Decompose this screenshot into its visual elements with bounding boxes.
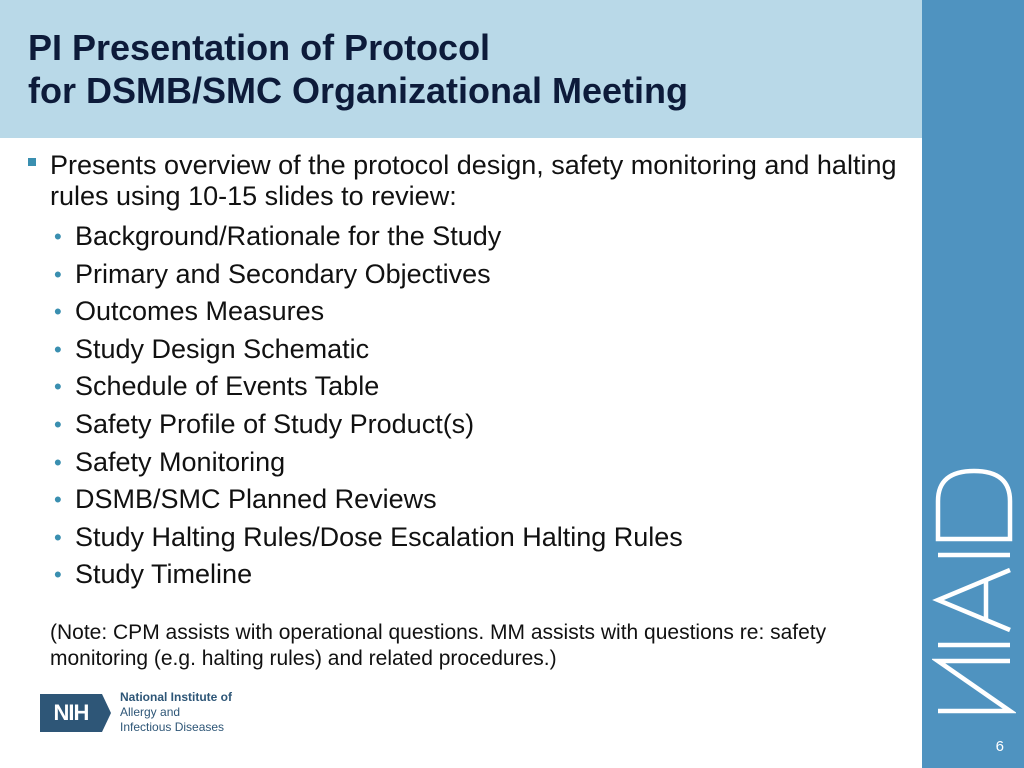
nih-line-1: National Institute of <box>120 690 232 704</box>
niaid-logo <box>932 465 1016 715</box>
dot-bullet-icon: • <box>54 449 62 475</box>
sub-bullet-item: • Background/Rationale for the Study <box>50 218 906 256</box>
sub-bullet-item: • Schedule of Events Table <box>50 368 906 406</box>
page-number: 6 <box>995 738 1004 755</box>
sub-bullet-item: • Outcomes Measures <box>50 293 906 331</box>
sub-bullet-item: • Safety Monitoring <box>50 444 906 482</box>
nih-mark-tip <box>102 694 111 732</box>
title-line-2: for DSMB/SMC Organizational Meeting <box>28 70 689 111</box>
sub-bullet-item: • Study Halting Rules/Dose Escalation Halting Rules <box>50 519 906 557</box>
slide-body <box>26 150 906 672</box>
dot-bullet-icon: • <box>54 336 62 362</box>
nih-line-2: Allergy and <box>120 705 181 719</box>
sub-bullet-item: • Safety Profile of Study Product(s) <box>50 406 906 444</box>
nih-mark: NIH <box>40 694 102 732</box>
nih-institute-name <box>120 690 232 735</box>
dot-bullet-icon: • <box>54 562 62 588</box>
title-line-1: PI Presentation of Protocol <box>28 27 491 68</box>
sub-bullet-item: • DSMB/SMC Planned Reviews <box>50 481 906 519</box>
square-bullet-icon <box>28 158 36 166</box>
dot-bullet-icon: • <box>54 374 62 400</box>
dot-bullet-icon: • <box>54 411 62 437</box>
sub-bullet-item: • Primary and Secondary Objectives <box>50 256 906 294</box>
sub-bullet-item: • Study Timeline <box>50 556 906 594</box>
dot-bullet-icon: • <box>54 487 62 513</box>
dot-bullet-icon: • <box>54 299 62 325</box>
main-bullet <box>26 150 906 212</box>
nih-logo <box>40 690 240 740</box>
nih-line-3: Infectious Diseases <box>120 720 225 734</box>
main-bullet-text: Presents overview of the protocol design, safety monitoring and halting rules using 10-15 slides to review: <box>50 150 897 211</box>
sub-bullet-list <box>26 218 906 594</box>
note-text: (Note: CPM assists with operational questions. MM assists with questions re: safety monitoring (e.g. halting rules) and related procedures.) <box>50 620 827 670</box>
side-band <box>922 0 1024 768</box>
sub-bullet-item: • Study Design Schematic <box>50 331 906 369</box>
dot-bullet-icon: • <box>54 224 62 249</box>
dot-bullet-icon: • <box>54 524 62 550</box>
dot-bullet-icon: • <box>54 261 62 287</box>
slide-title <box>28 26 688 112</box>
